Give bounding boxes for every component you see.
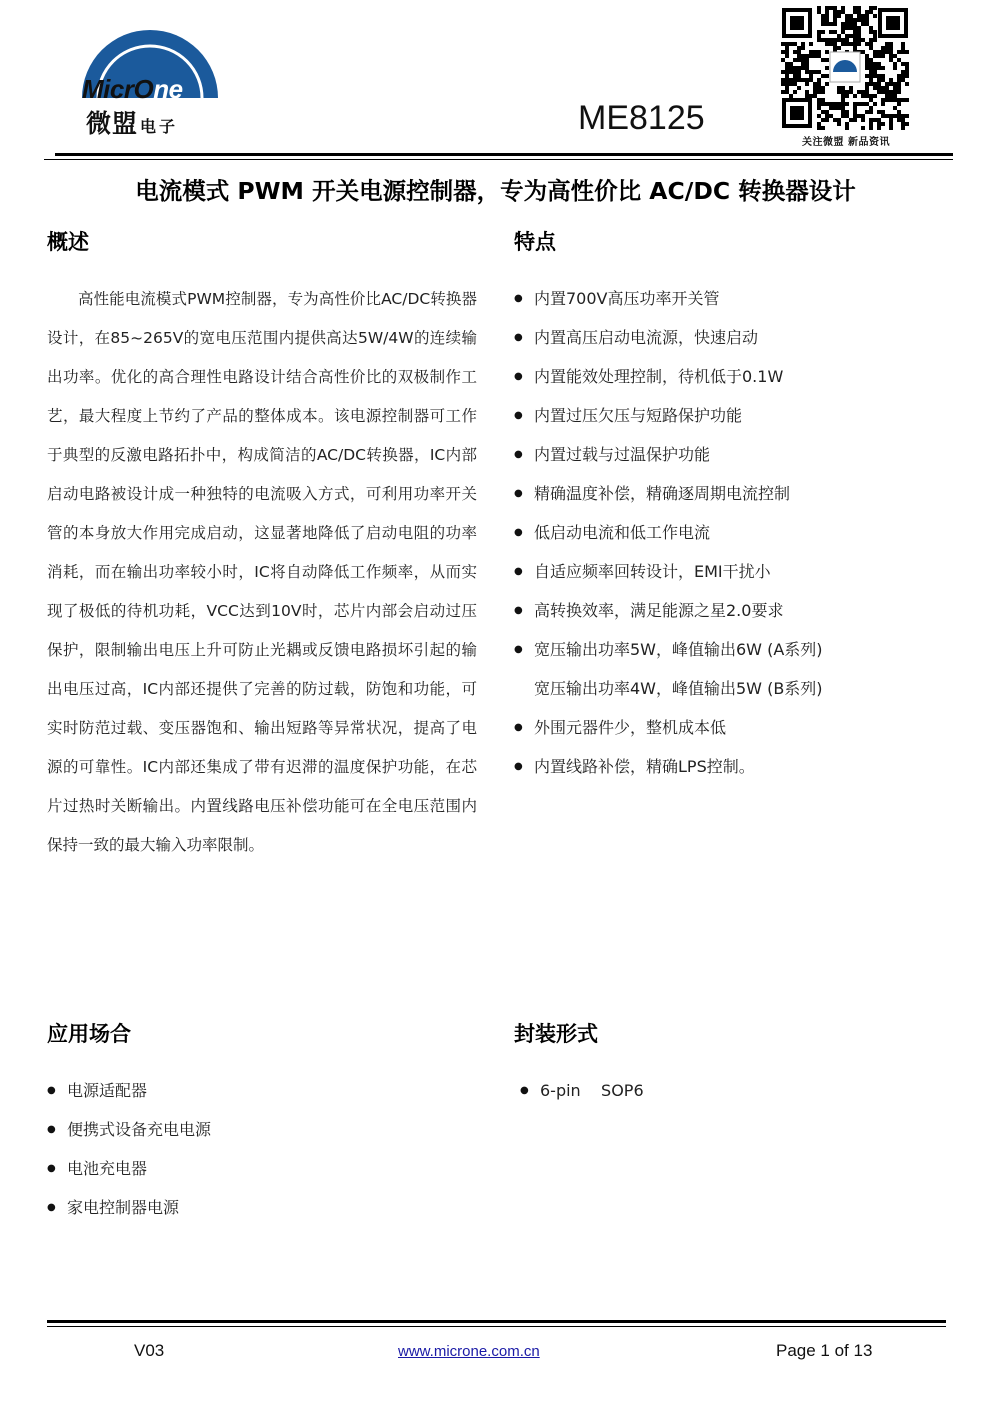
list-item: ● 宽压输出功率5W，峰值输出6W (A系列) [514,630,823,669]
list-item: ● 便携式设备充电电源 [47,1110,211,1149]
list-item: ● 自适应频率回转设计，EMI干扰小 [514,552,823,591]
applications-list-container [47,1071,211,1227]
footer-page-number: Page 1 of 13 [776,1341,873,1360]
list-item: ● 电池充电器 [47,1149,211,1188]
wechat-qr-code [780,6,910,130]
list-item: ● 内置高压启动电流源，快速启动 [514,318,823,357]
package-list-container [520,1071,644,1110]
list-item: ● 外围元器件少，整机成本低 [514,708,823,747]
document-title: 电流模式 PWM 开关电源控制器，专为高性价比 AC/DC 转换器设计 [135,177,856,205]
qr-caption: 关注微盟 新品资讯 [802,137,890,148]
features-list-container [514,279,823,786]
part-number: ME8125 [578,99,705,137]
package-list [520,1071,644,1110]
list-item: ● 高转换效率，满足能源之星2.0要求 [514,591,823,630]
list-item: ● 家电控制器电源 [47,1188,211,1227]
list-item: ● 内置能效处理控制，待机低于0.1W [514,357,823,396]
header-divider-thick [55,153,953,156]
footer-divider-thin [47,1326,946,1327]
list-item: ● 内置过压欠压与短路保护功能 [514,396,823,435]
list-item: ● 精确温度补偿，精确逐周期电流控制 [514,474,823,513]
overview-heading: 概述 [47,230,89,254]
package-heading: 封装形式 [514,1022,598,1046]
features-heading: 特点 [514,230,556,254]
list-item: ● 内置700V高压功率开关管 [514,279,823,318]
applications-heading: 应用场合 [47,1022,131,1046]
qr-code-icon [780,6,910,130]
list-item: ● 电源适配器 [47,1071,211,1110]
features-list [514,279,823,786]
footer-website-link[interactable]: www.microne.com.cn [398,1343,540,1360]
list-item: ● 6-pin SOP6 [520,1071,644,1110]
applications-list [47,1071,211,1227]
footer-divider-thick [47,1320,946,1323]
company-logo [78,12,223,142]
footer-version: V03 [134,1341,165,1360]
list-item-continuation: 宽压输出功率4W，峰值输出5W (B系列) [534,679,823,698]
list-item: ● 低启动电流和低工作电流 [514,513,823,552]
list-item: ● 内置过载与过温保护功能 [514,435,823,474]
overview-paragraph: 高性能电流模式PWM控制器，专为高性价比AC/DC转换器设计，在85~265V的宽电压范围内提供高达5W/4W的连续输出功率。优化的高合理性电路设计结合高性价比的双极制作工艺，最大程度上节约了产品的整体成本。该电源控制器可工作于典型的反激电路拓扑中，构成简洁的AC/DC转换器，IC内部启动电路被设计成一种独特的电流吸入方式，可利用功率开关管的本身放大作用完成启动，这显著地降低了启动电阻的功率消耗，而在输出功率较小时，IC将自动降低工作频率，从而实现了极低的待机功耗，VCC达到10V时，芯片内部会启动过压保护，限制输出电压上升可防止光耦或反馈电路损坏引起的输出电压过高，IC内部还提供了完善的防过载，防饱和功能，可实时防范过载、变压器饱和、输出短路等异常状况，提高了电源的可靠性。IC内部还集成了带有迟滞的温度保护功能，在芯片过热时关断输出。内置线路电压补偿功能可在全电压范围内保持一致的最大输入功率限制。 [47,290,477,854]
logo-english-text: MicrOne [82,74,183,104]
list-item: ● 内置线路补偿，精确LPS控制。 [514,747,823,786]
header-divider-thin [44,159,953,160]
logo-chinese-text: 微盟 电子 [86,109,179,138]
